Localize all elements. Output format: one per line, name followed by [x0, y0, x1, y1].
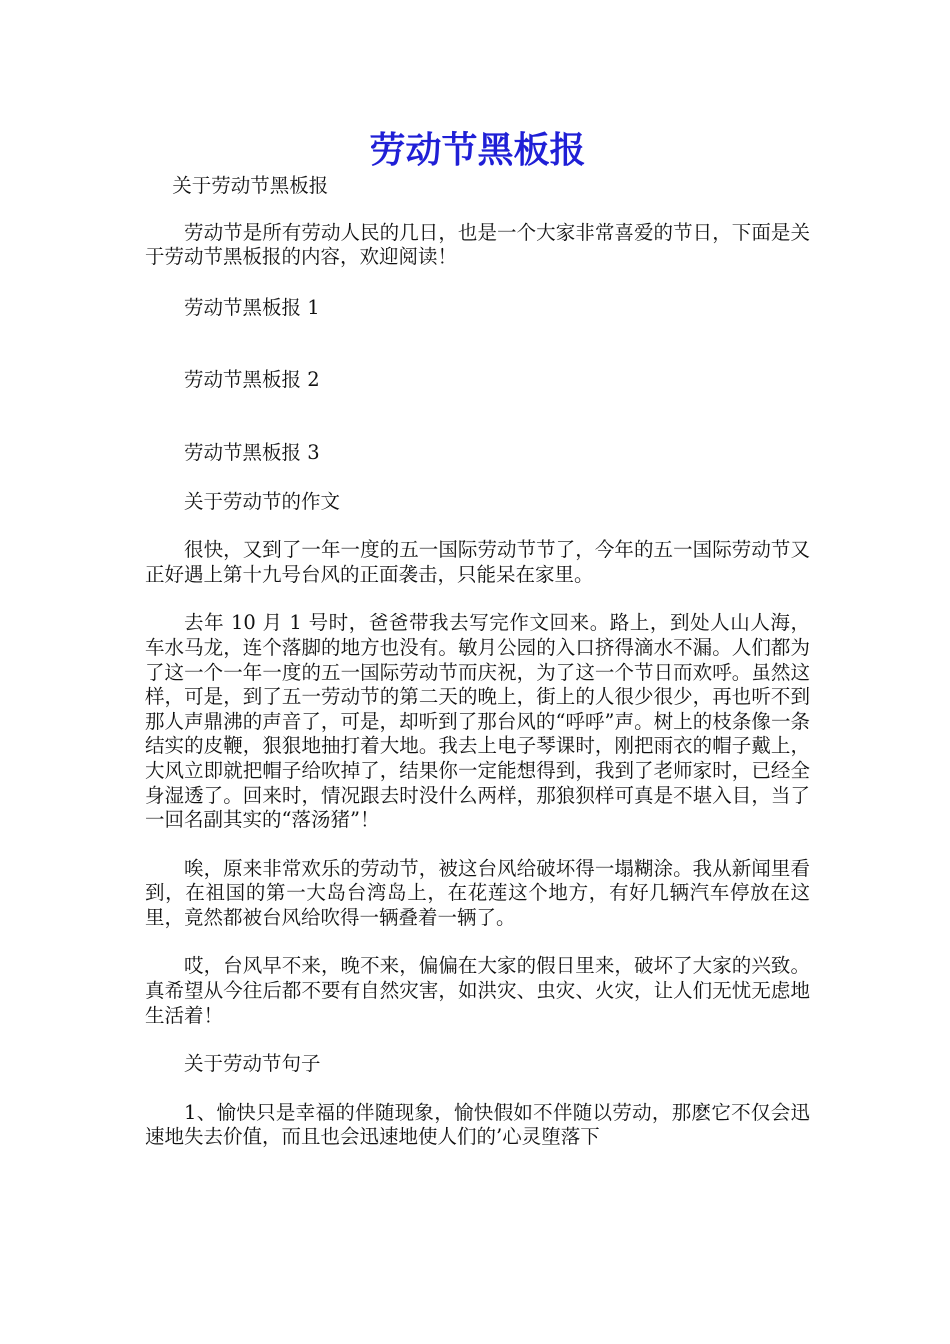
intro-paragraph: 劳动节是所有劳动人民的几日，也是一个大家非常喜爱的节日，下面是关于劳动节黑板报的内容，欢迎阅读！ — [145, 220, 810, 269]
essay-heading: 关于劳动节的作文 — [184, 489, 341, 513]
board-item-1: 劳动节黑板报 1 — [184, 295, 320, 319]
board-item-3: 劳动节黑板报 3 — [184, 440, 320, 464]
sentence-item: 1、愉快只是幸福的伴随现象，愉快假如不伴随以劳动，那麽它不仅会迅速地失去价值，而且也会迅速地使人们的’心灵堕落下 — [145, 1100, 810, 1149]
document-subtitle: 关于劳动节黑板报 — [172, 174, 329, 197]
essay-paragraph: 去年 10 月 1 号时，爸爸带我去写完作文回来。路上，到处人山人海，车水马龙，连个落脚的地方也没有。敏月公园的入口挤得滴水不漏。人们都为了这一个一年一度的五一国际劳动节而庆祝，为了这一个节日而欢呼。虽然这样，可是，到了五一劳动节的第二天的晚上，街上的人很少很少，再也听不到那人声鼎沸的声音了，可是，却听到了那台风的“呼呼”声。树上的枝条像一条结实的皮鞭，狠狠地抽打着大地。我去上电子琴课时，刚把雨衣的帽子戴上，大风立即就把帽子给吹掉了，结果你一定能想得到，我到了老师家时，已经全身湿透了。回来时，情况跟去时没什么两样，那狼狈样可真是不堪入目，当了一回名副其实的“落汤猪”！ — [145, 611, 810, 832]
essay-paragraph: 唉，原来非常欢乐的劳动节，被这台风给破坏得一塌糊涂。我从新闻里看到，在祖国的第一大岛台湾岛上，在花莲这个地方，有好几辆汽车停放在这里，竟然都被台风给吹得一辆叠着一辆了。 — [145, 856, 810, 929]
essay-paragraph: 很快，又到了一年一度的五一国际劳动节节了，今年的五一国际劳动节又正好遇上第十九号台风的正面袭击，只能呆在家里。 — [145, 538, 810, 586]
sentences-heading: 关于劳动节句子 — [184, 1052, 321, 1076]
board-item-2: 劳动节黑板报 2 — [184, 368, 320, 392]
document-title: 劳动节黑板报 — [369, 129, 586, 171]
document-page — [145, 128, 810, 1150]
essay-paragraph: 哎，台风早不来，晚不来，偏偏在大家的假日里来，破坏了大家的兴致。真希望从今往后都不要有自然灾害，如洪灾、虫灾、火灾，让人们无忧无虑地生活着！ — [145, 954, 810, 1027]
